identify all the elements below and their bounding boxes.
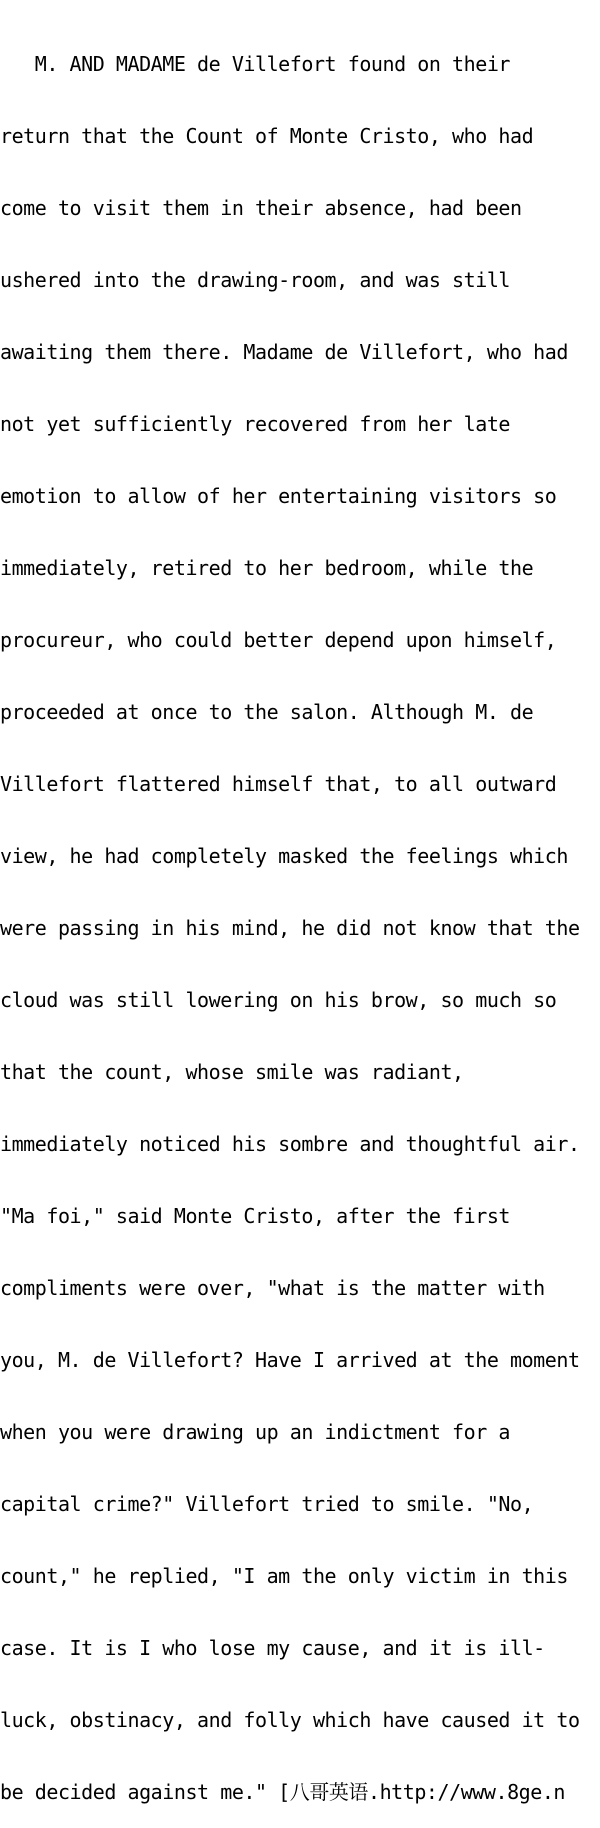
text-line-18: compliments were over, "what is the matter with <box>0 1276 545 1300</box>
text-line-15: that the count, whose smile was radiant, <box>0 1060 464 1084</box>
text-line-19: you, M. de Villefort? Have I arrived at the moment <box>0 1348 580 1372</box>
text-line-1: M. AND MADAME de Villefort found on their <box>0 52 511 76</box>
text-line-16: immediately noticed his sombre and thoughtful air. <box>0 1132 580 1156</box>
text-line-23: case. It is I who lose my cause, and it is ill- <box>0 1636 545 1660</box>
text-line-3: come to visit them in their absence, had been <box>0 196 522 220</box>
text-line-21: capital crime?" Villefort tried to smile. "No, <box>0 1492 534 1516</box>
text-line-24: luck, obstinacy, and folly which have caused it to <box>0 1708 580 1732</box>
text-line-25: be decided against me." [八哥英语.http://www.8ge.n <box>0 1780 566 1804</box>
text-line-20: when you were drawing up an indictment for a <box>0 1420 511 1444</box>
document-text <box>0 4 600 1828</box>
text-line-12: view, he had completely masked the feelings which <box>0 844 568 868</box>
text-line-4: ushered into the drawing-room, and was still <box>0 268 511 292</box>
text-line-11: Villefort flattered himself that, to all outward <box>0 772 557 796</box>
text-line-9: procureur, who could better depend upon himself, <box>0 628 557 652</box>
text-line-5: awaiting them there. Madame de Villefort, who had <box>0 340 568 364</box>
text-line-8: immediately, retired to her bedroom, while the <box>0 556 534 580</box>
text-line-22: count," he replied, "I am the only victim in this <box>0 1564 568 1588</box>
text-line-13: were passing in his mind, he did not know that the <box>0 916 580 940</box>
text-line-17: "Ma foi," said Monte Cristo, after the first <box>0 1204 511 1228</box>
text-line-6: not yet sufficiently recovered from her late <box>0 412 511 436</box>
text-line-10: proceeded at once to the salon. Although M. de <box>0 700 534 724</box>
text-line-2: return that the Count of Monte Cristo, who had <box>0 124 534 148</box>
text-line-7: emotion to allow of her entertaining visitors so <box>0 484 557 508</box>
text-line-14: cloud was still lowering on his brow, so much so <box>0 988 557 1012</box>
